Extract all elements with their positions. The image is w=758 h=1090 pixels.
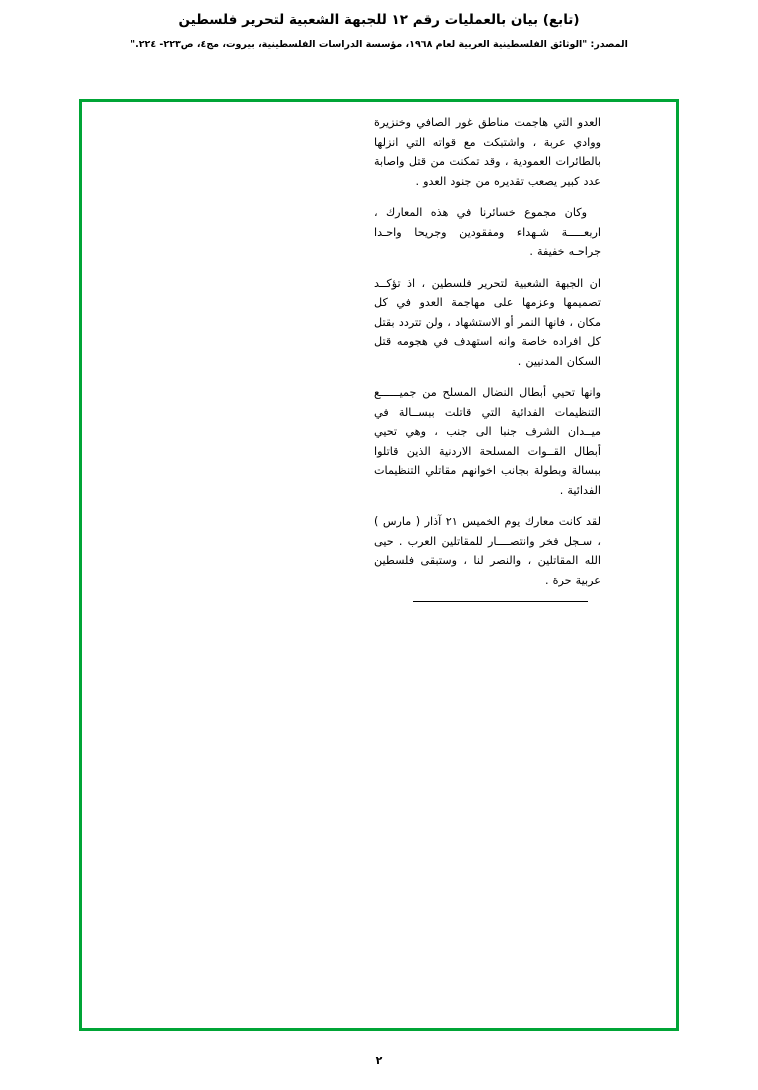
document-body [374,113,601,602]
page-title: (تابع) بيان بالعمليات رقم ١٢ للجبهة الشعبية لتحرير فلسطين [178,12,580,28]
document-page [0,12,758,1090]
source-citation: المصدر: "الوثائق الفلسطينية العربية لعام ١٩٦٨، مؤسسة الدراسات الفلسطينية، بيروت، مج٤، ص٢٢٣- ٢٢٤." [130,39,628,50]
horizontal-divider [413,601,588,602]
paragraph: العدو التي هاجمت مناطق غور الصافي وخنزيرة ووادي عربة ، واشتبكت مع قواته التي انزلها بالطائرات العمودية ، وقد تمكنت من قتل واصابة عدد كبير يصعب تقديره من جنود العدو . [374,116,601,188]
paragraph: ان الجبهة الشعبية لتحرير فلسطين ، اذ تؤكــد تصميمها وعزمها على مهاجمة العدو في كل مكان ، فانها النمر أو الاستشهاد ، ولن تتردد بقتل كل افراده خاصة وانه استهدف في هجومه قتل السكان المدنيين . [374,276,601,368]
page-number: ٢ [375,1054,383,1067]
paragraph: وانها تحيي أبطال النضال المسلح من جميــــــع التنظيمات الفدائية التي قاتلت ببســالة في ميــدان الشرف جنبا الى جنب ، وهي تحيي أبطال القــوات المسلحة الاردنية الذين قاتلوا ببسالة وبطولة بجانب اخوانهم مقاتلي التنظيمات الفدائية . [374,386,601,497]
paragraph: لقد كانت معارك يوم الخميس ٢١ آذار ( مارس ) ، سـجل فخر وانتصــــار للمقاتلين العرب . حيى الله المقاتلين ، والنصر لنا ، وستبقى فلسطين عربية حرة . [374,515,601,587]
paragraph: وكان مجموع خسائرنا في هذه المعارك ، اربعـــــة شـهداء ومفقودين وجريحا واحـدا جراحـه خفيفة . [374,206,601,258]
